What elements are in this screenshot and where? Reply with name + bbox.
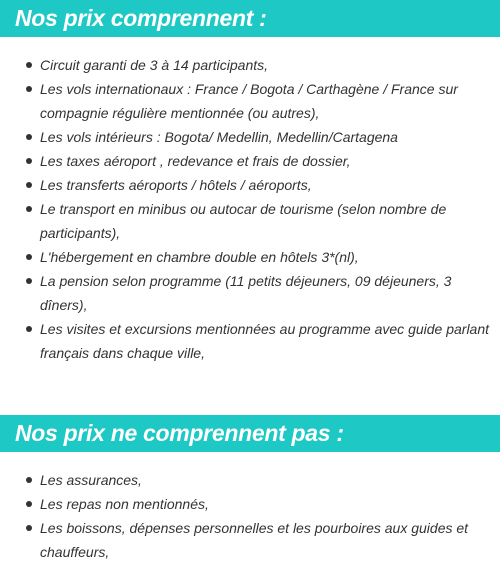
list-item-text: L'hébergement en chambre double en hôtels 3*(nl), (40, 249, 359, 265)
bullet-icon (26, 62, 32, 68)
bullet-icon (26, 134, 32, 140)
list-item-text: Circuit garanti de 3 à 14 participants, (40, 57, 269, 73)
list-item (0, 492, 500, 516)
bullet-icon (26, 477, 32, 483)
list-item (0, 77, 500, 125)
list-item (0, 149, 500, 173)
bullet-icon (26, 254, 32, 260)
list-item-text: Les vols intérieurs : Bogota/ Medellin, Medellin/Cartagena (40, 129, 398, 145)
list-item-text: Les taxes aéroport , redevance et frais de dossier, (40, 153, 351, 169)
list-item (0, 317, 500, 365)
list-item-text: Les repas non mentionnés, (40, 496, 209, 512)
bullet-icon (26, 278, 32, 284)
list-item-text: La pension selon programme (11 petits déjeuners, 09 déjeuners, 3 dîners), (40, 273, 452, 313)
included-section-title: Nos prix comprennent : (0, 0, 500, 37)
list-item (0, 516, 500, 564)
list-item-text: Les vols internationaux : France / Bogota / Carthagène / France sur compagnie régulière mentionnée (ou autres), (40, 81, 458, 121)
list-item-text: Les boissons, dépenses personnelles et les pourboires aux guides et chauffeurs, (40, 520, 469, 560)
bullet-icon (26, 326, 32, 332)
list-item (0, 53, 500, 77)
list-item-text: Le transport en minibus ou autocar de tourisme (selon nombre de participants), (40, 201, 447, 241)
bullet-icon (26, 206, 32, 212)
list-item (0, 173, 500, 197)
excluded-section-title: Nos prix ne comprennent pas : (0, 415, 500, 452)
list-item-text: Les assurances, (40, 472, 142, 488)
list-item (0, 197, 500, 245)
included-list (0, 53, 500, 365)
bullet-icon (26, 525, 32, 531)
list-item (0, 245, 500, 269)
list-item (0, 125, 500, 149)
bullet-icon (26, 182, 32, 188)
bullet-icon (26, 501, 32, 507)
list-item (0, 269, 500, 317)
bullet-icon (26, 158, 32, 164)
list-item-text: Les visites et excursions mentionnées au programme avec guide parlant français dans chaque ville, (40, 321, 490, 361)
list-item-text: Les transferts aéroports / hôtels / aéroports, (40, 177, 312, 193)
excluded-list (0, 468, 500, 564)
list-item (0, 468, 500, 492)
bullet-icon (26, 86, 32, 92)
